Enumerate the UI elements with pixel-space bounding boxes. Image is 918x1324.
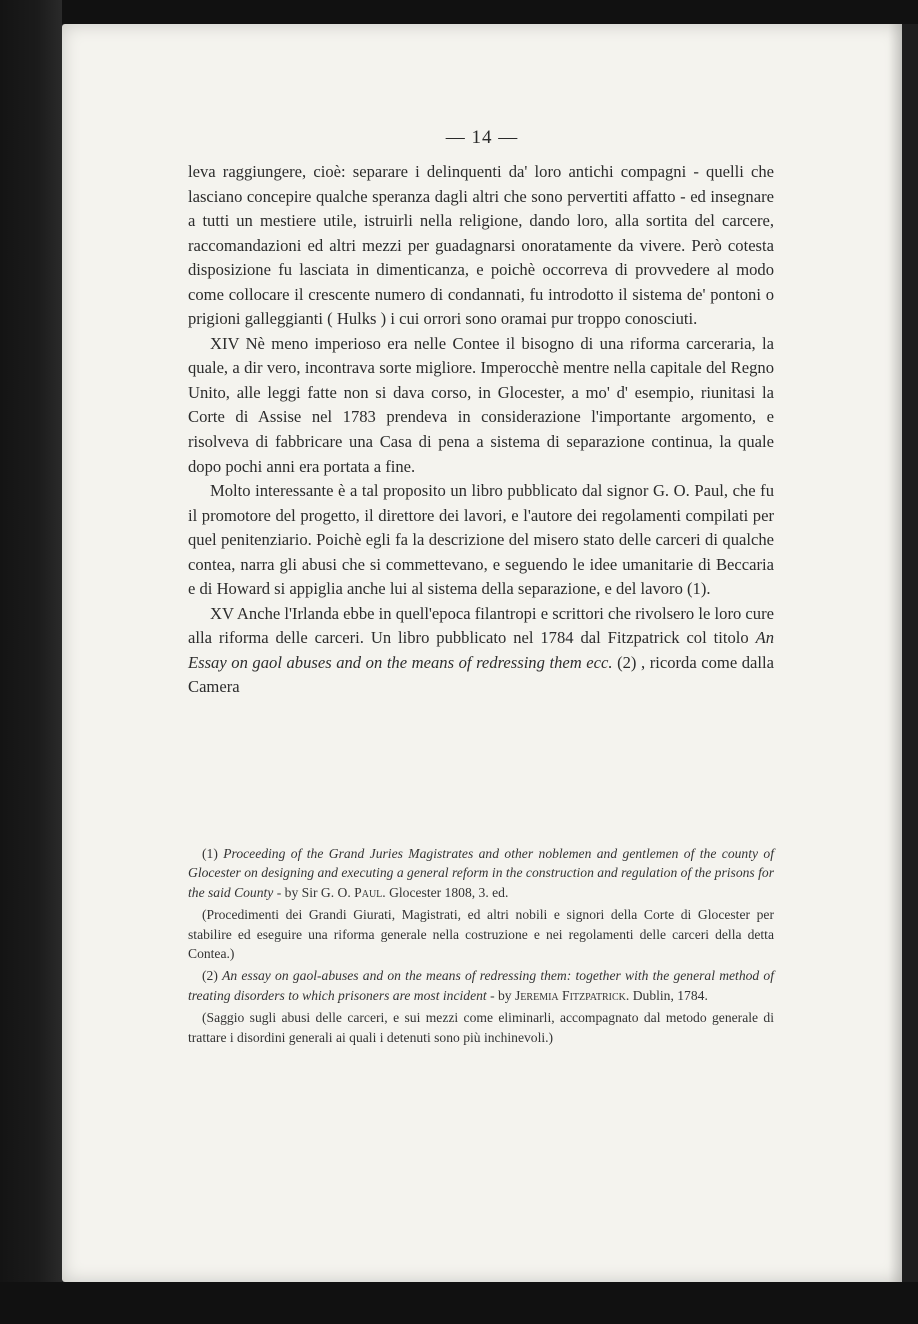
paragraph-3: Molto interessante è a tal proposito un libro pubblicato dal signor G. O. Paul, che fu il promotore del progetto, il direttore dei lavori, e l'autore dei regolamenti compilati per quel penitenziario. Poichè egli fa la descrizione del misero stato delle carceri di qualche contea, narra gli abusi che si commettevano, e seguendo le idee umanitarie di Beccaria e di Howard si appiglia anche lui al sistema della separazione, e del lavoro (1). [188, 481, 774, 599]
body-text [188, 160, 774, 700]
footnote-1-marker: (1) [202, 846, 224, 861]
footnote-2-title: An essay on gaol-abuses and on the means of redressing them: together with the general method of treating disorders to which prisoners are most incident [188, 968, 774, 1003]
footnote-2-end: . Dublin, 1784. [625, 987, 708, 1003]
footnote-2-marker: (2) [202, 968, 223, 984]
footnote-1-author: Paul [354, 884, 383, 900]
footnote-1-translation: (Procedimenti dei Grandi Giurati, Magistrati, ed altri nobili e signori della Corte di Glocester per stabilire ed eseguire una riforma generale nella costruzione e nei regolamenti delle carceri della detta Contea.) [188, 907, 774, 962]
paragraph-1: leva raggiungere, cioè: separare i delinquenti da' loro antichi compagni - quelli che lasciano concepire qualche speranza dagli altri che sono pervertiti affatto - ed insegnare a tutti un mestiere utile, istruirli nella religione, dando loro, alla sortita del carcere, raccomandazioni ed altri mezzi per guadagnarsi onoratamente da vivere. Però cotesta disposizione fu lasciata in dimenticanza, e poichè occorreva di provvedere al modo come collocare il crescente numero di condannati, fu introdotto il sistema de' pontoni o prigioni galleggianti ( Hulks ) i cui orrori sono oramai pur troppo conosciuti. [188, 162, 774, 329]
paragraph-2: XIV Nè meno imperioso era nelle Contee il bisogno di una riforma carceraria, la quale, a dir vero, incontrava sorte migliore. Imperocchè mentre nella capitale del Regno Unito, alle leggi fatte non si dava corso, in Glocester, a mo' d' esempio, riunitasi la Corte di Assise nel 1783 prendeva in considerazione l'importante argomento, e risolveva di fabbricare una Casa di pena a sistema di separazione continua, la quale dopo pochi anni era portata a fine. [188, 333, 774, 476]
footnote-2 [188, 966, 774, 1005]
page-edge-shadow [888, 24, 902, 1282]
footnote-1 [188, 844, 774, 902]
paragraph-4-text-after: (2) , ricorda come dalla Camera [188, 652, 774, 697]
scan-border-bottom [0, 1282, 918, 1324]
footnote-1-end: . Glocester 1808, 3. ed. [382, 884, 509, 900]
book-page [62, 24, 902, 1282]
footnote-1-by: - by Sir G. O. [273, 884, 355, 900]
footnote-2-translation: (Saggio sugli abusi delle carceri, e sui mezzi come eliminarli, accompagnato dal metodo generale di trattare i disordini generali ai quali i detenuti sono più inchinevoli.) [188, 1010, 774, 1045]
footnote-2-by: - by [486, 987, 516, 1003]
page-number: — 14 — [445, 127, 519, 148]
scan-border-top [0, 0, 918, 24]
paragraph-4 [188, 602, 774, 700]
footnote-2-author: Jeremia Fitzpatrick [515, 987, 626, 1003]
paragraph-4-text-before: XV Anche l'Irlanda ebbe in quell'epoca filantropi e scrittori che rivolsero le loro cure alla riforma delle carceri. Un libro pubblicato nel 1784 dal Fitzpatrick col titolo [188, 603, 774, 648]
book-title-italic: An Essay on gaol abuses and on the means of redressing them ecc. [188, 628, 774, 672]
footnote-1-title: Proceeding of the Grand Juries Magistrates and other noblemen and gentlemen of the county of Glocester on designing and executing a general reform in the construction and regulation of the prisons for the said County [188, 846, 774, 900]
footnotes [188, 844, 774, 1050]
scan-border-left [0, 0, 62, 1324]
